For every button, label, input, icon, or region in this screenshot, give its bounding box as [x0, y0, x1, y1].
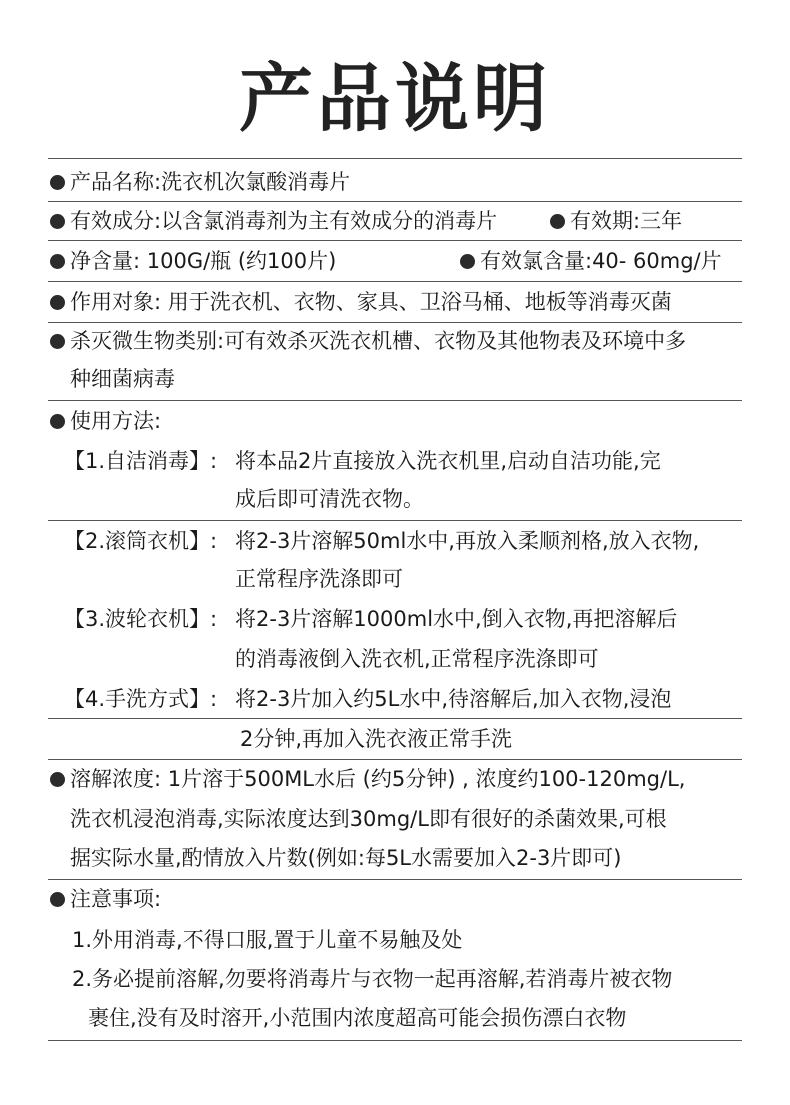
bullet-icon	[50, 295, 65, 310]
net-content-row	[50, 246, 336, 276]
divider	[48, 400, 742, 401]
divider	[48, 1040, 742, 1041]
bullet-icon	[50, 892, 65, 907]
product-name-row	[50, 167, 350, 197]
bullet-icon	[460, 254, 475, 269]
note-2: 2.务必提前溶解,勿要将消毒片与衣物一起再溶解,若消毒片被衣物	[72, 967, 673, 991]
bullet-icon	[50, 175, 65, 190]
divider	[48, 240, 742, 241]
method-1-text-cont: 成后即可清洗衣物。	[235, 487, 424, 511]
divider	[48, 879, 742, 880]
ingredient-text: 有效成分:以含氯消毒剂为主有效成分的消毒片	[70, 209, 498, 233]
notes-heading: 注意事项:	[70, 887, 162, 911]
method-4-text: 将2-3片加入约5L水中,待溶解后,加入衣物,浸泡	[235, 687, 672, 711]
concentration-text-cont: 据实际水量,酌情放入片数(例如:每5L水需要加入2-3片即可)	[70, 846, 622, 870]
bullet-icon	[50, 772, 65, 787]
targets-row	[50, 287, 672, 317]
concentration-text-cont: 洗衣机浸泡消毒,实际浓度达到30mg/L即有很好的杀菌效果,可根	[70, 807, 667, 831]
notes-heading-row	[50, 884, 161, 914]
bullet-icon	[50, 214, 65, 229]
method-1-label: 【1.自洁消毒】:	[64, 449, 218, 473]
chlorine-content-text: 有效氯含量:40- 60mg/片	[480, 249, 722, 273]
net-content-text: 净含量: 100G/瓶 (约100片)	[70, 249, 337, 273]
bullet-icon	[550, 214, 565, 229]
concentration-row	[50, 764, 685, 794]
divider	[48, 759, 742, 760]
bullet-icon	[50, 334, 65, 349]
product-name-text: 产品名称:洗衣机次氯酸消毒片	[70, 170, 351, 194]
bullet-icon	[50, 254, 65, 269]
shelf-life-row	[550, 206, 682, 236]
bullet-icon	[50, 414, 65, 429]
method-2-label: 【2.滚筒衣机】:	[64, 529, 218, 553]
microbes-text-cont: 种细菌病毒	[70, 367, 175, 391]
method-2-text: 将2-3片溶解50ml水中,再放入柔顺剂格,放入衣物,	[235, 529, 700, 553]
concentration-text: 溶解浓度: 1片溶于500ML水后 (约5分钟) , 浓度约100-120mg/L,	[70, 767, 686, 791]
method-1-text: 将本品2片直接放入洗衣机里,启动自洁功能,完	[235, 449, 661, 473]
targets-text: 作用对象: 用于洗衣机、衣物、家具、卫浴马桶、地板等消毒灭菌	[70, 290, 672, 314]
ingredient-row	[50, 206, 497, 236]
divider	[48, 158, 742, 159]
method-3-label: 【3.波轮衣机】:	[64, 607, 218, 631]
method-4-text-cont: 2分钟,再加入洗衣液正常手洗	[240, 727, 513, 751]
microbes-text: 杀灭微生物类别:可有效杀灭洗衣机槽、衣物及其他物表及环境中多	[70, 329, 687, 353]
method-3-text-cont: 的消毒液倒入洗衣机,正常程序洗涤即可	[235, 647, 599, 671]
note-2-cont: 裹住,没有及时溶开,小范围内浓度超高可能会损伤漂白衣物	[88, 1006, 627, 1030]
method-2-text-cont: 正常程序洗涤即可	[235, 567, 403, 591]
divider	[48, 520, 742, 521]
chlorine-content-row	[460, 246, 722, 276]
divider	[48, 281, 742, 282]
shelf-life-text: 有效期:三年	[570, 209, 683, 233]
divider	[48, 718, 742, 719]
microbes-row	[50, 326, 686, 356]
page-title: 产品说明	[239, 56, 551, 142]
divider	[48, 322, 742, 323]
method-4-label: 【4.手洗方式】:	[64, 687, 218, 711]
divider	[48, 201, 742, 202]
method-3-text: 将2-3片溶解1000ml水中,倒入衣物,再把溶解后	[235, 607, 678, 631]
usage-heading-row	[50, 406, 161, 436]
note-1: 1.外用消毒,不得口服,置于儿童不易触及处	[72, 928, 463, 952]
usage-heading: 使用方法:	[70, 409, 162, 433]
